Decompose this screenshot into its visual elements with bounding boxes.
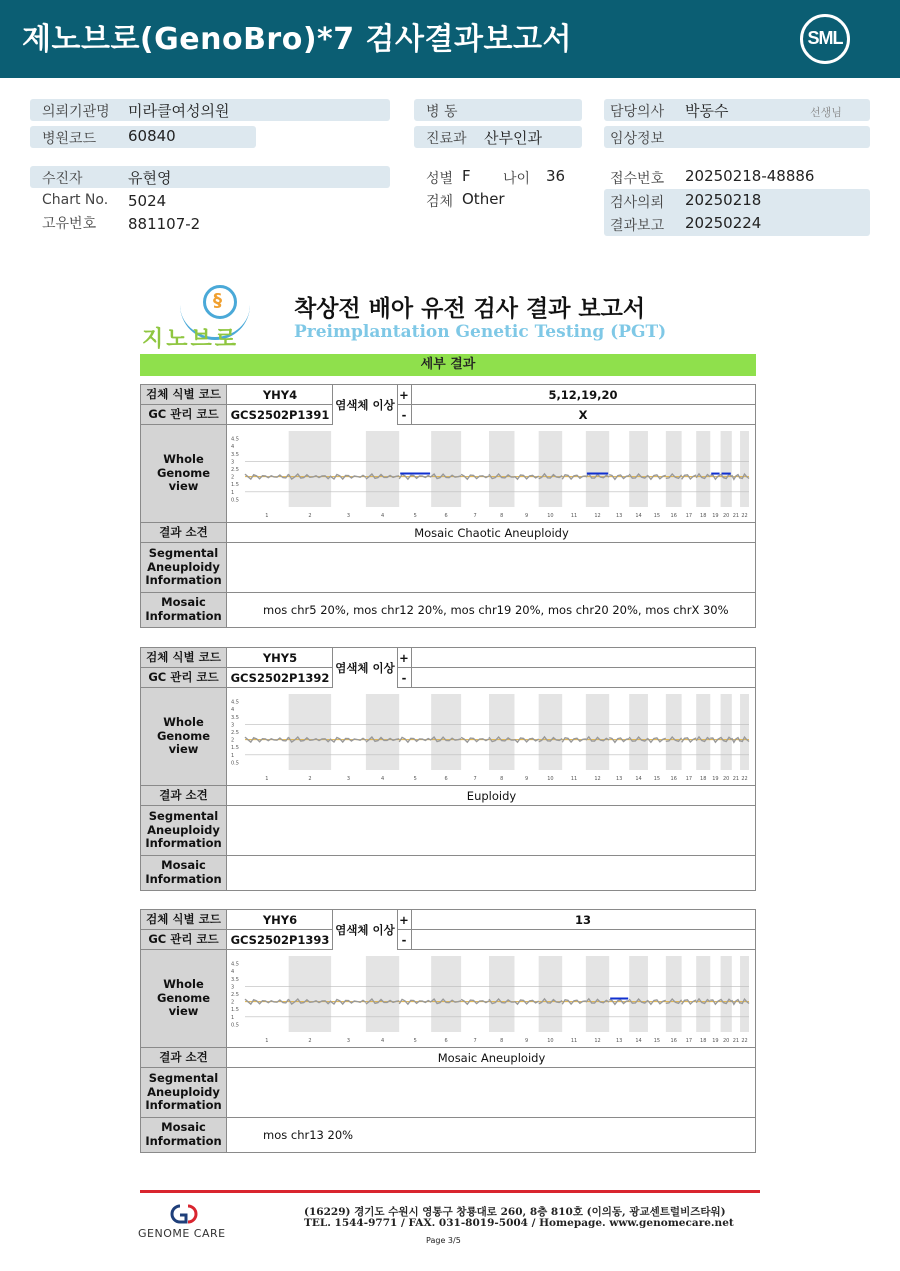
chrom-band — [366, 431, 399, 507]
wgv-label: Whole Genome view — [141, 425, 227, 522]
chromosome-label: 14 — [635, 513, 642, 519]
patient-row-bg — [30, 166, 390, 188]
chrom-band — [721, 694, 732, 770]
whole-genome-chart — [229, 952, 753, 1046]
y-tick-label: 1.5 — [231, 1007, 239, 1014]
patient-label: 수진자 — [42, 171, 83, 187]
pgt-report — [140, 270, 760, 1260]
y-tick-label: 2.5 — [231, 992, 239, 998]
whole-genome-row — [141, 688, 755, 786]
report-title: 착상전 배아 유전 검사 결과 보고서 — [294, 296, 646, 322]
result-row — [141, 786, 755, 806]
sample-id-label: 검체 식별 코드 — [141, 648, 227, 667]
minus-sign: - — [401, 932, 407, 947]
genome-care-mark-icon — [166, 1203, 206, 1225]
y-tick-label: 3.5 — [231, 976, 239, 983]
department-value: 산부인과 — [484, 129, 542, 147]
chrom-band — [586, 431, 609, 507]
chromosome-label: 11 — [570, 513, 578, 519]
chrom-band — [666, 431, 682, 507]
y-tick-label: 3.5 — [231, 714, 239, 721]
y-tick-label: 2.5 — [231, 467, 239, 473]
chromosome-label: 1 — [265, 1038, 269, 1044]
chromosome-label: 17 — [685, 776, 693, 782]
chromosome-label: 14 — [635, 1038, 642, 1044]
chrom-band — [489, 694, 514, 770]
segmental-row — [141, 806, 755, 856]
chrom-band — [539, 431, 563, 507]
department-label: 진료과 — [426, 131, 467, 147]
plus-value — [411, 648, 755, 667]
chromosome-label: 20 — [723, 513, 730, 519]
chromosome-label: 11 — [570, 1038, 578, 1044]
chromosome-label: 15 — [653, 1038, 661, 1044]
report-value: 20250224 — [685, 214, 762, 232]
footer-address: (16229) 경기도 수원시 영통구 창룡대로 260, 8층 810호 (이의동, 광교센트럴비즈타워) — [304, 1206, 726, 1218]
chromosome-label: 1 — [265, 513, 269, 519]
sample-id-label: 검체 식별 코드 — [141, 910, 227, 929]
unique-no-label: 고유번호 — [42, 216, 97, 232]
y-tick-label: 1 — [231, 489, 235, 496]
chart-no-label: Chart No. — [42, 192, 109, 208]
chromosome-label: 12 — [594, 513, 601, 519]
chrom-band — [289, 694, 331, 770]
mosaic-label: Mosaic Information — [141, 856, 227, 890]
chrom-band — [740, 694, 749, 770]
chromosome-label: 6 — [444, 776, 448, 782]
chromosome-label: 2 — [308, 776, 312, 782]
whole-genome-row — [141, 425, 755, 523]
chrom-band — [489, 956, 514, 1032]
sample-block — [140, 909, 756, 1153]
chrom-band — [696, 694, 710, 770]
y-tick-label: 0.5 — [231, 497, 239, 504]
y-tick-label: 1 — [231, 752, 235, 759]
y-tick-label: 3 — [231, 459, 235, 466]
chromosome-label: 6 — [444, 513, 448, 519]
minus-value — [411, 930, 755, 949]
chromosome-label: 9 — [524, 1038, 529, 1044]
plus-sign: + — [399, 650, 409, 665]
chromosome-label: 13 — [615, 513, 623, 519]
age-label: 나이 — [503, 171, 531, 187]
sample-block — [140, 647, 756, 891]
result-label: 결과 소견 — [141, 523, 227, 542]
chromosome-label: 8 — [500, 513, 504, 519]
chrom-band — [289, 956, 331, 1032]
chrom-band — [696, 431, 710, 507]
mosaic-label: Mosaic Information — [141, 593, 227, 627]
minus-sign: - — [401, 670, 407, 685]
chrom-band — [629, 431, 648, 507]
receipt-no-label: 접수번호 — [610, 171, 665, 187]
doctor-suffix: 선생님 — [810, 106, 842, 119]
y-tick-label: 4.5 — [231, 436, 239, 443]
specimen-value: Other — [462, 190, 505, 208]
chromosome-label: 12 — [594, 1038, 601, 1044]
chromosome-label: 19 — [712, 1038, 719, 1044]
wgv-label: Whole Genome view — [141, 688, 227, 785]
chromosome-label: 16 — [670, 776, 677, 782]
minus-value: X — [578, 407, 588, 422]
chart-no-value: 5024 — [128, 192, 167, 210]
chromosome-label: 21 — [732, 513, 740, 519]
gc-code-label: GC 관리 코드 — [141, 930, 227, 949]
result-label: 결과 소견 — [141, 1048, 227, 1067]
y-tick-label: 3 — [231, 722, 235, 729]
segmental-row — [141, 543, 755, 593]
chromosome-label: 6 — [444, 1038, 448, 1044]
genome-care-name: GENOME CARE — [138, 1227, 226, 1240]
sex-label: 성별 — [426, 171, 454, 187]
chromosome-label: 2 — [308, 1038, 312, 1044]
y-tick-label: 0.5 — [231, 760, 239, 767]
doctor-label: 담당의사 — [610, 104, 665, 120]
result-label: 결과 소견 — [141, 786, 227, 805]
page-number: Page 3/5 — [426, 1236, 461, 1245]
institution-value: 미라클여성의원 — [128, 102, 230, 120]
gc-code-value: GCS2502P1391 — [230, 407, 330, 422]
chrom-band — [539, 956, 563, 1032]
gc-code-label: GC 관리 코드 — [141, 668, 227, 687]
sex-value: F — [462, 167, 471, 185]
chromosome-label: 1 — [265, 776, 269, 782]
whole-genome-chart — [229, 427, 753, 521]
hospital-code-value: 60840 — [128, 127, 176, 145]
y-tick-label: 4 — [231, 969, 235, 976]
chromosome-label: 3 — [346, 776, 351, 782]
gc-code-row — [141, 668, 755, 688]
gc-code-label: GC 관리 코드 — [141, 405, 227, 424]
sample-id-row — [141, 385, 755, 405]
mosaic-row — [141, 1118, 755, 1152]
y-tick-label: 0.5 — [231, 1022, 239, 1029]
y-tick-label: 1 — [231, 1014, 235, 1021]
chrom-band — [586, 694, 609, 770]
chrom-abnormal-label: 염색체 이상 — [333, 648, 397, 688]
chromosome-label: 5 — [413, 513, 417, 519]
chrom-band — [489, 431, 514, 507]
sml-logo-text: SML — [807, 28, 843, 48]
mosaic-label: Mosaic Information — [141, 1118, 227, 1152]
unique-no-value: 881107-2 — [128, 215, 201, 233]
patient-value: 유현영 — [128, 169, 172, 187]
header-bar — [0, 0, 900, 78]
mosaic-row — [141, 856, 755, 890]
gc-code-value: GCS2502P1393 — [230, 932, 330, 947]
chromosome-label: 17 — [685, 1038, 693, 1044]
sample-id-value: YHY5 — [262, 650, 298, 665]
chrom-band — [289, 431, 331, 507]
chrom-band — [740, 956, 749, 1032]
y-tick-label: 3.5 — [231, 451, 239, 458]
genobro-logo-text: 지노브로 — [142, 327, 240, 352]
chromosome-label: 4 — [380, 513, 385, 519]
y-tick-label: 2 — [231, 999, 235, 1006]
mosaic-value: mos chr5 20%, mos chr12 20%, mos chr19 20%, mos chr20 20%, mos chrX 30% — [263, 603, 729, 617]
y-tick-label: 2 — [231, 737, 235, 744]
mosaic-value: mos chr13 20% — [263, 1128, 354, 1142]
chromosome-label: 19 — [712, 513, 719, 519]
plus-sign: + — [399, 387, 409, 402]
chromosome-label: 10 — [547, 776, 554, 782]
chromosome-label: 8 — [500, 1038, 504, 1044]
y-tick-label: 2 — [231, 474, 235, 481]
dna-icon: § — [213, 290, 222, 311]
chrom-band — [721, 956, 732, 1032]
chromosome-label: 7 — [473, 776, 477, 782]
doctor-value: 박동수 — [685, 102, 729, 120]
chrom-band — [539, 694, 563, 770]
clinical-info-label: 임상정보 — [610, 131, 665, 147]
y-tick-label: 4.5 — [231, 961, 239, 968]
sml-logo — [800, 14, 850, 64]
chromosome-label: 20 — [723, 776, 730, 782]
chrom-band — [629, 694, 648, 770]
y-tick-label: 4 — [231, 444, 235, 451]
chromosome-label: 9 — [524, 513, 529, 519]
specimen-label: 검체 — [426, 194, 454, 210]
whole-genome-chart — [229, 690, 753, 784]
result-value: Mosaic Chaotic Aneuploidy — [414, 525, 569, 540]
chromosome-label: 13 — [615, 1038, 623, 1044]
chromosome-label: 16 — [670, 513, 677, 519]
y-tick-label: 1.5 — [231, 482, 239, 489]
y-tick-label: 4 — [231, 707, 235, 714]
chrom-band — [366, 956, 399, 1032]
chromosome-label: 10 — [547, 1038, 554, 1044]
chromosome-label: 15 — [653, 513, 661, 519]
copy-number-line — [515, 475, 539, 479]
plus-sign: + — [399, 912, 409, 927]
ward-label: 병 동 — [426, 104, 458, 120]
segmental-row — [141, 1068, 755, 1118]
sample-id-row — [141, 648, 755, 668]
report-label: 결과보고 — [610, 218, 665, 234]
chromosome-label: 13 — [615, 776, 623, 782]
plus-value: 13 — [574, 912, 591, 927]
chrom-band — [431, 694, 461, 770]
minus-value — [411, 668, 755, 687]
footer-contact: TEL. 1544-9771 / FAX. 031-8019-5004 / Homepage. www.genomecare.net — [304, 1217, 734, 1229]
result-row — [141, 523, 755, 543]
genome-care-logo — [138, 1203, 238, 1243]
copy-number-line — [461, 737, 489, 742]
segmental-label: Segmental Aneuploidy Information — [141, 543, 227, 592]
wgv-label: Whole Genome view — [141, 950, 227, 1047]
chromosome-label: 21 — [732, 1038, 740, 1044]
y-tick-label: 4.5 — [231, 699, 239, 706]
chromosome-label: 18 — [700, 776, 707, 782]
chromosome-label: 18 — [700, 1038, 707, 1044]
chromosome-label: 7 — [473, 1038, 477, 1044]
age-value: 36 — [546, 167, 566, 185]
chromosome-label: 8 — [500, 776, 504, 782]
section-title: 세부 결과 — [140, 354, 756, 376]
result-value: Euploidy — [466, 788, 517, 803]
chromosome-label: 21 — [732, 776, 740, 782]
segmental-label: Segmental Aneuploidy Information — [141, 1068, 227, 1117]
y-tick-label: 3 — [231, 984, 235, 991]
chrom-band — [366, 694, 399, 770]
sample-id-value: YHY6 — [262, 912, 298, 927]
report-subtitle: Preimplantation Genetic Testing (PGT) — [294, 322, 667, 342]
chrom-band — [666, 694, 682, 770]
chrom-band — [666, 956, 682, 1032]
chromosome-label: 4 — [380, 1038, 385, 1044]
chrom-band — [721, 431, 732, 507]
chrom-band — [740, 431, 749, 507]
copy-number-line — [732, 475, 740, 480]
result-value: Mosaic Aneuploidy — [437, 1050, 546, 1065]
sample-id-value: YHY4 — [262, 387, 298, 402]
chromosome-label: 2 — [308, 513, 312, 519]
request-label: 검사의뢰 — [610, 195, 665, 211]
gc-code-row — [141, 405, 755, 425]
chromosome-label: 15 — [653, 776, 661, 782]
copy-number-line — [461, 474, 489, 479]
chromosome-label: 5 — [413, 776, 417, 782]
chromosome-label: 12 — [594, 776, 601, 782]
copy-number-line — [732, 1000, 740, 1005]
result-row — [141, 1048, 755, 1068]
receipt-no-value: 20250218-48886 — [685, 167, 815, 185]
segmental-label: Segmental Aneuploidy Information — [141, 806, 227, 855]
chromosome-label: 19 — [712, 776, 719, 782]
copy-number-line — [732, 738, 740, 743]
chrom-band — [431, 956, 461, 1032]
y-tick-label: 1.5 — [231, 745, 239, 752]
chromosome-label: 5 — [413, 1038, 417, 1044]
chromosome-label: 22 — [741, 776, 748, 782]
footer-divider — [140, 1190, 760, 1193]
minus-sign: - — [401, 407, 407, 422]
chrom-abnormal-label: 염색체 이상 — [333, 910, 397, 950]
chromosome-label: 16 — [670, 1038, 677, 1044]
sample-block — [140, 384, 756, 628]
chromosome-label: 10 — [547, 513, 554, 519]
whole-genome-row — [141, 950, 755, 1048]
request-value: 20250218 — [685, 191, 762, 209]
chromosome-label: 22 — [741, 513, 748, 519]
chromosome-label: 9 — [524, 776, 529, 782]
gc-code-value: GCS2502P1392 — [230, 670, 330, 685]
chrom-band — [431, 431, 461, 507]
chrom-abnormal-label: 염색체 이상 — [333, 385, 397, 425]
chrom-band — [586, 956, 609, 1032]
plus-value: 5,12,19,20 — [548, 387, 618, 402]
chromosome-label: 3 — [346, 1038, 351, 1044]
chromosome-label: 4 — [380, 776, 385, 782]
institution-label: 의뢰기관명 — [42, 104, 110, 120]
chromosome-label: 3 — [346, 513, 351, 519]
chromosome-label: 22 — [741, 1038, 748, 1044]
genobro-logo — [140, 280, 260, 350]
chromosome-label: 17 — [685, 513, 693, 519]
page-title: 제노브로(GenoBro)*7 검사결과보고서 — [22, 22, 572, 57]
chromosome-label: 20 — [723, 1038, 730, 1044]
gc-code-row — [141, 930, 755, 950]
sample-id-label: 검체 식별 코드 — [141, 385, 227, 404]
chromosome-label: 7 — [473, 513, 477, 519]
chromosome-label: 11 — [570, 776, 578, 782]
chrom-band — [629, 956, 648, 1032]
chromosome-label: 18 — [700, 513, 707, 519]
mosaic-row — [141, 593, 755, 627]
y-tick-label: 2.5 — [231, 730, 239, 736]
chrom-band — [696, 956, 710, 1032]
sample-id-row — [141, 910, 755, 930]
copy-number-line — [461, 999, 489, 1004]
hospital-code-label: 병원코드 — [42, 131, 97, 147]
chromosome-label: 14 — [635, 776, 642, 782]
